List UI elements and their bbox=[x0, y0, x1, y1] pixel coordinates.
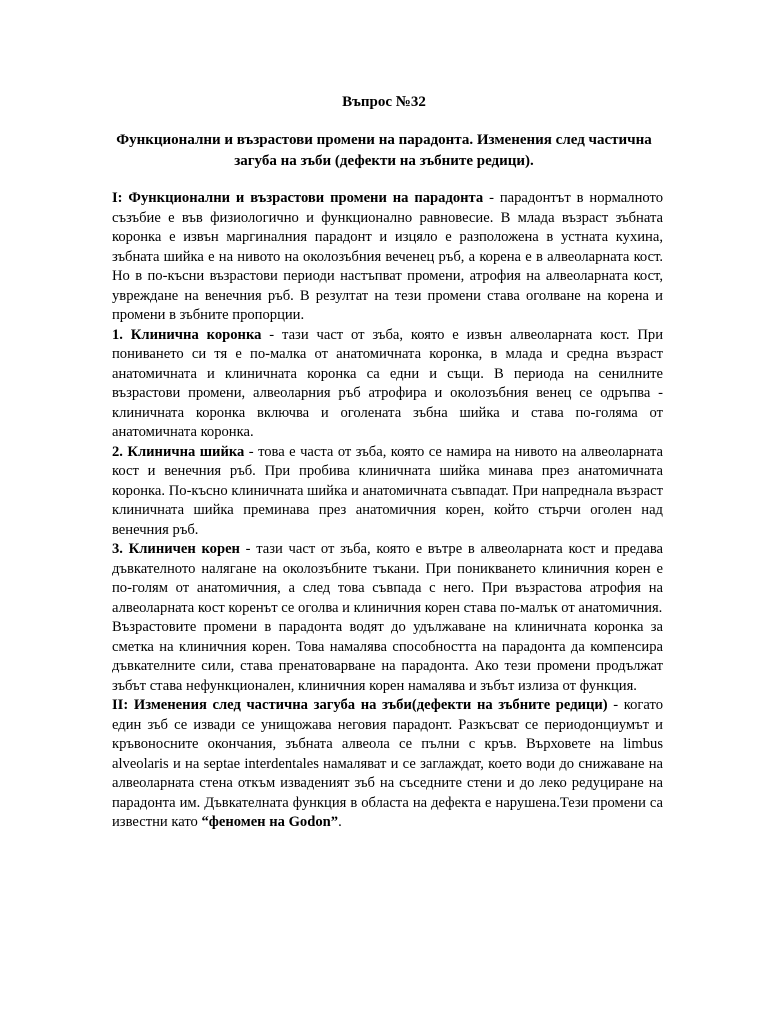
paragraph-clinical-root bbox=[112, 540, 663, 618]
document-body bbox=[112, 189, 663, 833]
paragraph-text: - тази част от зъба, която е вътре в алвеоларната кост и предава дъвкателното налягане на околозъбните тъкани. При поникването клиничния корен е по-голям от анатомичния, а след това съвпада с него. При възрастова атрофия на алвеоларната кост коренът се оголва и клиничния корен става по-малък от анатомичния. bbox=[112, 541, 663, 616]
document-subtitle: Функционални и възрастови промени на парадонта. Изменения след частична загуба на зъби (дефекти на зъбните редици). bbox=[116, 132, 652, 169]
paragraph-section-1 bbox=[112, 189, 663, 326]
paragraph-tail: . bbox=[338, 814, 342, 830]
section-heading: I: Функционални и възрастови промени на парадонта bbox=[112, 190, 484, 206]
paragraph-age-changes bbox=[112, 618, 663, 696]
term-heading: 3. Клиничен корен bbox=[112, 541, 240, 557]
paragraph-text: - когато един зъб се извади се унищожава неговия парадонт. Разкъсват се периодонциумът и кръвоносните окончания, зъбната алвеола се пълни с кръв. Върховете на limbus alveolaris и на septae interdentales намаляват и се заглаждат, което води до снижаване на алвеоларната стена откъм изваденият зъб на съседните стени и до леко редуциране на парадонта им. Дъвкателната функция в областа на дефекта е нарушена.Тези промени са известни като bbox=[112, 697, 663, 830]
section-heading: II: Изменения след частична загуба на зъби(дефекти на зъбните редици) bbox=[112, 697, 608, 713]
paragraph-text: - това е часта от зъба, която се намира на нивото на алвеоларната кост и венечния ръб. При пробива клиничната шийка минава през анатомичната коронка. По-късно клиничната шийка и анатомичната съвпадат. При напреднала възраст клиничната шийка преминава през анатомичния корен, който стърчи оголен над венечния ръб. bbox=[112, 443, 663, 538]
document-title: Въпрос №32 bbox=[342, 94, 426, 110]
godon-phenomenon-term: “феномен на Godon” bbox=[201, 814, 339, 830]
term-heading: 2. Клинична шийка bbox=[112, 443, 245, 460]
paragraph-clinical-crown bbox=[112, 326, 663, 443]
paragraph-text: - тази част от зъба, която е извън алвеоларната кост. При пониването си тя е по-малка от анатомичната коронка, в млада и средна възраст анатомичната и клиничната коронка са едни и същи. В периода на сенилните възрастови промени, алвеоларния ръб атрофира и околозъбния венец се одръпва - клиничната коронка включва и оголената зъбна шийка и става по-голяма от анатомичната коронка. bbox=[112, 326, 664, 440]
paragraph-text: - парадонтът в нормалното съзъбие е във физиологично и функционално равновесие. В млада възраст зъбната коронка е извън маргиналния парадонт и изцяло е разположена в устната кухина, зъбната шийка е на нивото на околозъбния веченец ръб, а корена е в алвеоларната кост. Но в по-късни възрастови периоди настъпват промени, атрофия на алвеоларната кост, увреждане на венечния ръб. В резултат на тези промени става оголване на корена и промени в зъбните пропорции. bbox=[112, 190, 663, 323]
paragraph-text: Възрастовите промени в парадонта водят до удължаване на клиничната коронка за сметка на клиничния корен. Това намалява способността на парадонта да компенсира дъвкателните сили, става пренатоварване на парадонта. Ако тези промени продължат зъбът става нефункционален, клиничния корен намалява и зъбът излиза от функция. bbox=[112, 619, 663, 694]
term-heading: 1. Клинична коронка bbox=[112, 326, 262, 343]
paragraph-section-2 bbox=[112, 696, 663, 833]
paragraph-clinical-neck bbox=[112, 443, 663, 541]
